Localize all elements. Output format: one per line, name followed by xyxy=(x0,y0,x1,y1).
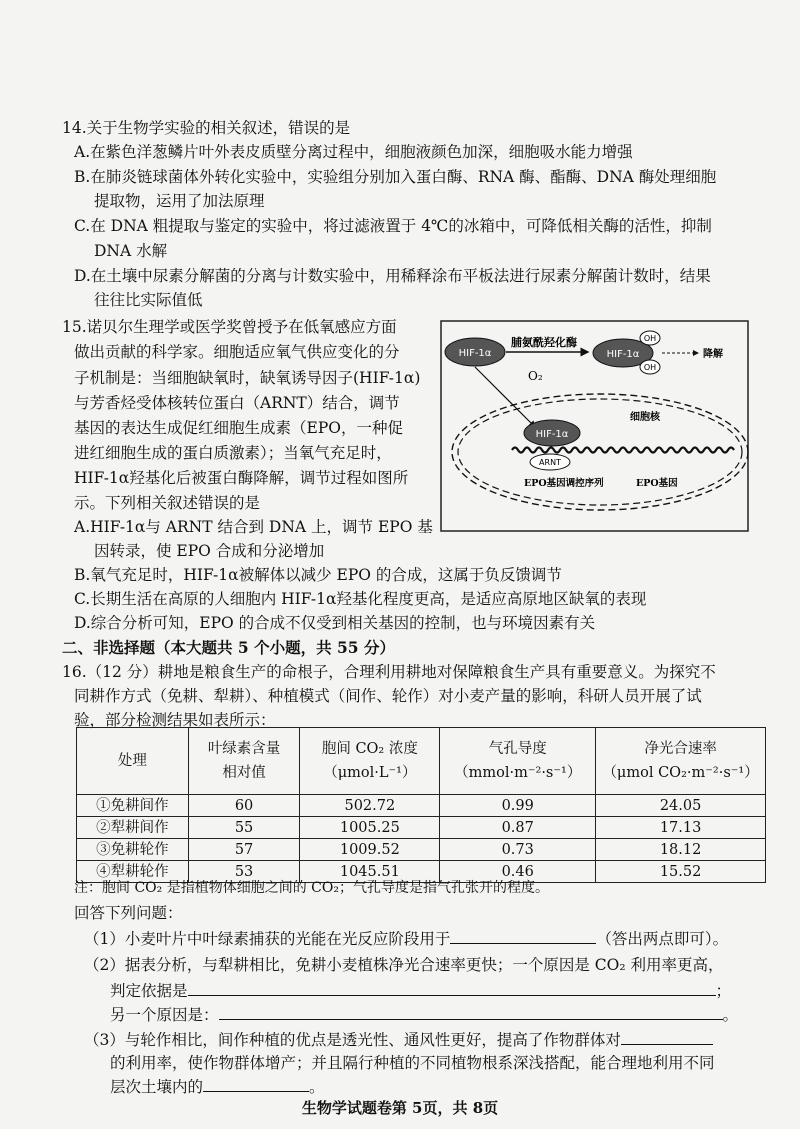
q15-option-a-cont: 因转录，使 EPO 合成和分泌增加 xyxy=(94,542,325,560)
hif-label-top-right: HIF-1α xyxy=(606,349,640,360)
q15-option-b: B.氧气充足时，HIF-1α被解体以减少 EPO 的合成，这属于负反馈调节 xyxy=(74,566,562,584)
q15-line-7: HIF-1α羟基化后被蛋白酶降解，调节过程如图所 xyxy=(74,469,409,487)
table-cell: 0.99 xyxy=(440,795,596,817)
degrade-label: 降解 xyxy=(703,349,723,360)
sub-question-2-basis: 判定依据是 ； xyxy=(110,982,732,1000)
header-co2: 胞间 CO₂ 浓度 （μmol·L⁻¹） xyxy=(300,728,440,795)
q15-line-3: 子机制是：当细胞缺氧时，缺氧诱导因子(HIF-1α) xyxy=(74,369,421,387)
enzyme-label: 脯氨酰羟化酶 xyxy=(511,336,577,349)
answer-blank-4[interactable] xyxy=(621,1029,713,1045)
hif-label-nucleus: HIF-1α xyxy=(535,429,569,440)
header-stomatal: 气孔导度 （mmol·m⁻²·s⁻¹） xyxy=(440,728,596,795)
q15-option-a: A.HIF-1α与 ARNT 结合到 DNA 上，调节 EPO 基 xyxy=(74,518,433,536)
q15-line-4: 与芳香烃受体核转位蛋白（ARNT）结合，调节 xyxy=(74,394,400,412)
epo-regulatory-label: EPO基因调控序列 xyxy=(524,478,604,489)
table-cell: 1009.52 xyxy=(300,839,440,861)
q14-option-b-cont: 提取物，运用了加法原理 xyxy=(94,192,265,210)
table-cell: 0.73 xyxy=(440,839,596,861)
q15-line-2: 做出贡献的科学家。细胞适应氧气供应变化的分 xyxy=(74,343,400,361)
sub-question-1: （1）小麦叶片中叶绿素捕获的光能在光反应阶段用于 （答出两点即可）。 xyxy=(84,930,729,948)
table-cell: 53 xyxy=(188,861,300,883)
arnt-label: ARNT xyxy=(539,458,561,467)
q16-line-1: 16.（12 分）耕地是粮食生产的命根子，合理利用耕地对保障粮食生产具有重要意义。为探究不 xyxy=(62,663,716,681)
answer-blank-3[interactable] xyxy=(219,1004,723,1020)
hif-label-top-left: HIF-1α xyxy=(458,348,492,359)
q15-option-c: C.长期生活在高原的人细胞内 HIF-1α羟基化程度更高，是适应高原地区缺氧的表现 xyxy=(74,590,647,608)
q14-option-c: C.在 DNA 粗提取与鉴定的实验中，将过滤液置于 4℃的冰箱中，可降低相关酶的活性，抑制 xyxy=(74,217,712,235)
table-cell: 1005.25 xyxy=(300,817,440,839)
q14-option-c-cont: DNA 水解 xyxy=(94,242,168,260)
table-cell: 57 xyxy=(188,839,300,861)
q15-line-1: 15.诺贝尔生理学或医学奖曾授予在低氧感应方面 xyxy=(62,318,397,336)
q15-line-5: 基因的表达生成促红细胞生成素（EPO，一种促 xyxy=(74,419,403,437)
import-arrow xyxy=(475,367,535,427)
table-cell: 15.52 xyxy=(596,861,766,883)
sub-question-2-reason: 另一个原因是： 。 xyxy=(110,1006,739,1024)
table-cell: 0.87 xyxy=(440,817,596,839)
table-cell: 0.46 xyxy=(440,861,596,883)
q16-line-3: 验，部分检测结果如表所示： xyxy=(74,711,276,729)
oh-label-2: OH xyxy=(643,363,657,372)
sub-question-3-end: 层次土壤内的 。 xyxy=(110,1078,325,1096)
hif-regulation-diagram xyxy=(440,320,750,533)
table-cell: 17.13 xyxy=(596,817,766,839)
table-row xyxy=(77,839,766,861)
q14-stem: 14.关于生物学实验的相关叙述，错误的是 xyxy=(62,119,351,137)
nucleus-label: 细胞核 xyxy=(630,412,660,423)
page-footer: 生物学试题卷第 5页，共 8页 xyxy=(301,1099,499,1117)
sub-question-3: （3）与轮作相比，间作种植的优点是透光性、通风性更好，提高了作物群体对 xyxy=(84,1029,713,1050)
table-row xyxy=(77,795,766,817)
answer-prompt: 回答下列问题： xyxy=(74,904,183,922)
table-cell: 18.12 xyxy=(596,839,766,861)
table-cell: ③免耕轮作 xyxy=(77,839,189,861)
section-title: 二、非选择题（本大题共 5 个小题，共 55 分） xyxy=(62,638,395,657)
sub-question-3-cont: 的利用率，使作物群体增产；并且隔行种植的不同植物根系深浅搭配，能合理地利用不同 xyxy=(110,1054,715,1072)
results-table xyxy=(76,727,766,883)
q14-option-d-cont: 往往比实际值低 xyxy=(94,291,203,309)
oh-label-1: OH xyxy=(643,334,657,343)
epo-gene-label: EPO基因 xyxy=(636,478,678,489)
table-cell: 60 xyxy=(188,795,300,817)
q14-option-d: D.在土壤中尿素分解菌的分离与计数实验中，用稀释涂布平板法进行尿素分解菌计数时，结果 xyxy=(74,267,711,285)
q14-option-a: A.在紫色洋葱鳞片叶外表皮质壁分离过程中，细胞液颜色加深，细胞吸水能力增强 xyxy=(74,143,633,161)
q16-line-2: 同耕作方式（免耕、犁耕）、种植模式（间作、轮作）对小麦产量的影响，科研人员开展了试 xyxy=(74,687,702,705)
sub-question-2: （2）据表分析，与犁耕相比，免耕小麦植株净光合速率更快；一个原因是 CO₂ 利用率更高， xyxy=(84,956,724,974)
answer-blank-5[interactable] xyxy=(203,1076,309,1092)
table-cell: 24.05 xyxy=(596,795,766,817)
table-row xyxy=(77,817,766,839)
q15-line-8: 示。下列相关叙述错误的是 xyxy=(74,494,261,512)
q14-option-b: B.在肺炎链球菌体外转化实验中，实验组分别加入蛋白酶、RNA 酶、酯酶、DNA 酶处理细胞 xyxy=(74,168,717,186)
table-cell: 55 xyxy=(188,817,300,839)
answer-blank-2[interactable] xyxy=(188,980,716,996)
header-treatment: 处理 xyxy=(77,728,189,795)
q15-line-6: 进红细胞生成的蛋白质激素）；当氧气充足时， xyxy=(74,444,392,462)
table-header-row xyxy=(77,728,766,795)
o2-label: O₂ xyxy=(528,369,543,383)
header-chlorophyll: 叶绿素含量 相对值 xyxy=(188,728,300,795)
table-cell: ④犁耕轮作 xyxy=(77,861,189,883)
table-cell: 502.72 xyxy=(300,795,440,817)
table-cell: ①免耕间作 xyxy=(77,795,189,817)
answer-blank-1[interactable] xyxy=(450,928,596,944)
table-cell: 1045.51 xyxy=(300,861,440,883)
dna-strand xyxy=(512,448,734,453)
header-photosynthesis: 净光合速率 （μmol CO₂·m⁻²·s⁻¹） xyxy=(596,728,766,795)
q15-option-d: D.综合分析可知，EPO 的合成不仅受到相关基因的控制，也与环境因素有关 xyxy=(74,614,596,632)
table-note: 注：胞间 CO₂ 是指植物体细胞之间的 CO₂；气孔导度是指气孔张开的程度。 xyxy=(74,880,549,896)
table-cell: ②犁耕间作 xyxy=(77,817,189,839)
